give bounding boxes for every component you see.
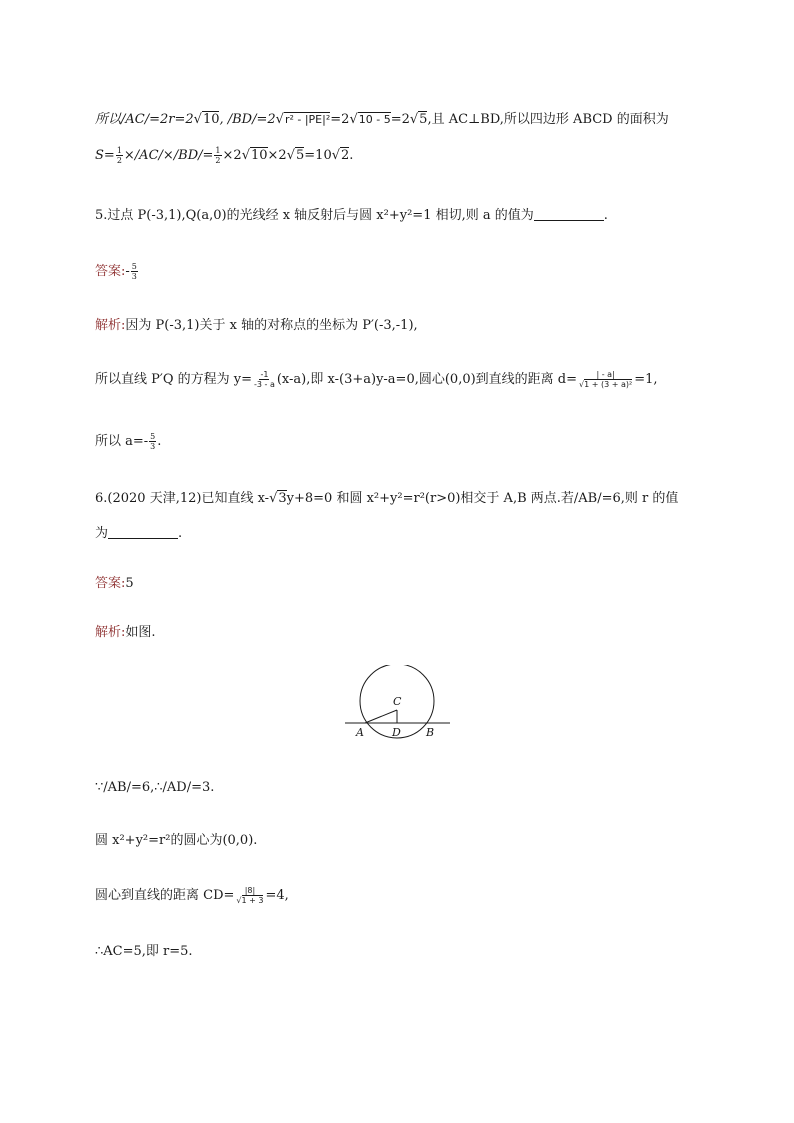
numerator: |8| [244,886,256,895]
solution-line-so-a [95,430,161,451]
text: =10 [304,148,332,163]
text: =2 [390,112,410,127]
label-a: A [356,726,364,739]
answer-value: 5 [125,576,134,591]
text: . [349,148,354,163]
explanation-label: 解析: [95,625,126,640]
text: 圆心到直线的距离 CD= [95,888,235,903]
answer-5 [95,260,139,281]
sqrt-radicand: r² - |PE|² [284,113,331,126]
segment-ac [365,710,397,723]
sqrt: √r² - |PE|² [275,112,331,127]
sqrt: √5 [409,112,428,127]
sqrt-radicand: 10 [250,148,268,163]
numerator: 1 [215,146,221,155]
explanation-text: 如图. [125,625,156,640]
fraction [131,262,138,281]
text: =2 [330,112,350,127]
text: ∵/AB/=6,∴/AD/=3. [95,780,215,795]
text: ×/AC/×/BD/= [123,148,214,163]
denominator: 2 [215,156,221,165]
solution-line-1 [95,108,669,127]
label-c: C [393,695,402,708]
text: . [603,208,608,223]
fraction [253,370,276,389]
denominator: 2 [116,156,122,165]
text: 所以/AC/=2r=2 [95,112,194,127]
sqrt: √5 [286,148,305,163]
question-6-line-2 [95,522,182,541]
sqrt-radicand: 1 + 3 [241,896,264,905]
fraction [235,886,264,905]
sqrt: √10 [241,148,268,163]
text: S= [95,148,115,163]
solution-step-3 [95,884,289,905]
explanation-6 [95,621,156,640]
solution-line-line-eq [95,368,658,389]
question-text: 为 [95,526,109,541]
sqrt-radicand: 1 + (3 + a)² [584,380,633,389]
text: ×2 [222,148,242,163]
sqrt: √3 [269,491,287,506]
answer-blank [534,208,604,221]
answer-blank [108,526,178,539]
solution-step-1 [95,780,214,795]
sqrt: √2 [331,148,350,163]
sqrt-radicand: 5 [419,112,428,127]
numerator: 1 [116,146,122,155]
question-5 [95,204,608,223]
solution-line-2 [95,146,353,165]
fraction [578,370,633,389]
sqrt-radicand: 3 [278,491,287,506]
fraction [116,146,123,165]
question-text: 6.(2020 天津,12)已知直线 x- [95,491,270,506]
answer-label: 答案: [95,264,126,279]
text: =4, [265,888,289,903]
question-text: y+8=0 和圆 x²+y²=r²(r>0)相交于 A,B 两点.若/AB/=6,则 r 的值 [286,491,679,506]
answer-label: 答案: [95,576,126,591]
denominator: 3 [150,442,156,451]
solution-step-2 [95,829,257,848]
text: 所以 a=- [95,434,149,449]
label-b: B [426,726,435,739]
text: , /BD/=2 [219,112,276,127]
question-text: 5.过点 P(-3,1),Q(a,0)的光线经 x 轴反射后与圆 x²+y²=1 相切,则 a 的值为 [95,208,534,223]
text: . [157,434,162,449]
denominator: √1 + (3 + a)² [579,380,633,389]
text: - [125,264,130,279]
text: 圆 x²+y²=r²的圆心为(0,0). [95,833,258,848]
sqrt-radicand: 2 [341,148,350,163]
denominator: 3 [131,272,137,281]
fraction [149,432,156,451]
numerator: 5 [150,432,156,441]
sqrt-radicand: 10 [202,112,220,127]
answer-6 [95,572,134,591]
sqrt: √10 [193,112,220,127]
numerator: | - a| [596,370,615,379]
numerator: 5 [131,262,137,271]
denominator: √1 + 3 [236,896,264,905]
text: =1, [634,372,658,387]
text: ×2 [267,148,287,163]
question-6-line-1 [95,487,678,506]
explanation-text: 因为 P(-3,1)关于 x 轴的对称点的坐标为 P′(-3,-1), [125,318,418,333]
label-d: D [392,726,401,739]
numerator: -1 [260,370,269,379]
text: ,且 AC⊥BD,所以四边形 ABCD 的面积为 [427,112,669,127]
explanation-label: 解析: [95,318,126,333]
sqrt-radicand: 5 [296,148,305,163]
text: . [178,526,183,541]
solution-step-4 [95,940,193,959]
text: 所以直线 P′Q 的方程为 y= [95,372,252,387]
explanation-5 [95,314,418,333]
fraction [214,146,221,165]
sqrt-radicand: 10 - 5 [358,113,391,126]
circle-line-figure [340,665,455,745]
text: (x-a),即 x-(3+a)y-a=0,圆心(0,0)到直线的距离 d= [276,372,578,387]
denominator: -3 - a [254,380,275,389]
text: ∴AC=5,即 r=5. [95,944,193,959]
sqrt: √10 - 5 [349,112,391,127]
